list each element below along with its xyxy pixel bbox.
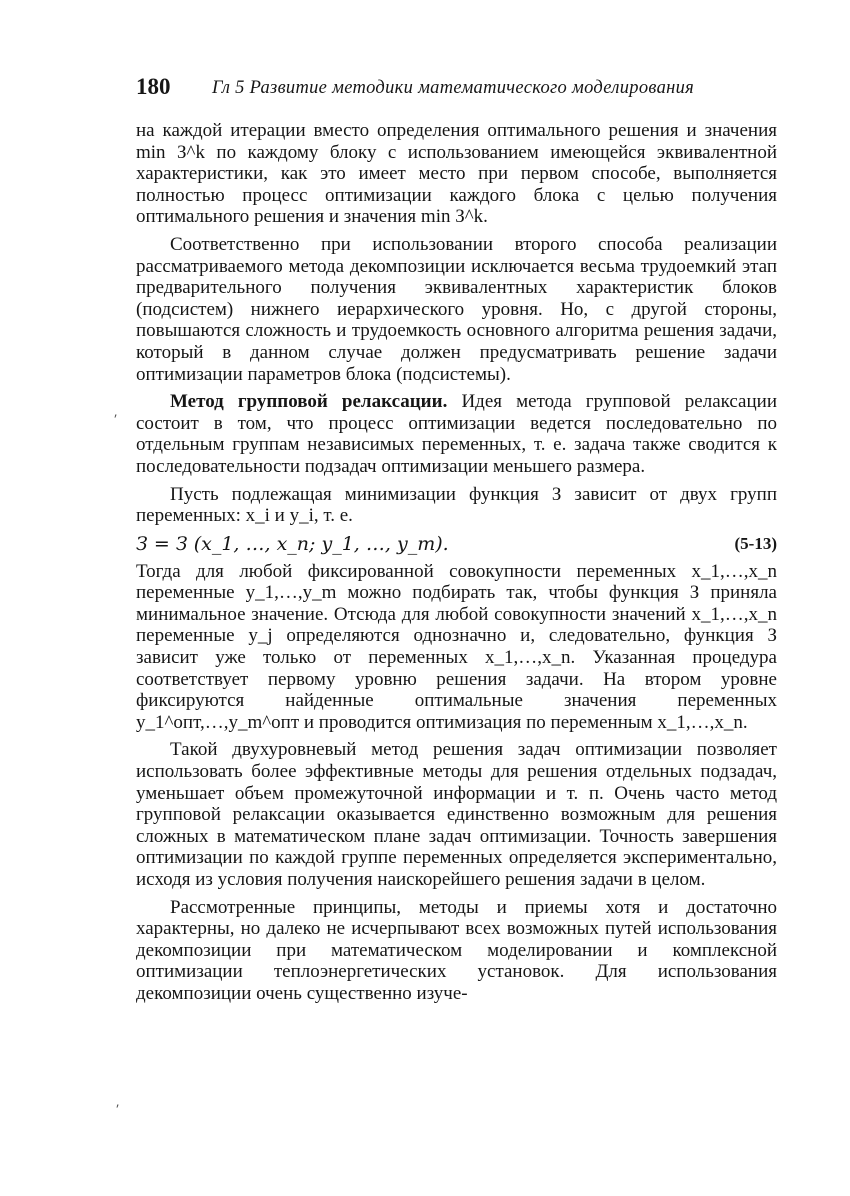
- main-text: [136, 120, 777, 1011]
- paragraph-function-definition: Пусть подлежащая минимизации функция З зависит от двух групп переменных: x_i и y_i, т. е.: [136, 483, 777, 527]
- paragraph-two-level-procedure: Тогда для любой фиксированной совокупности переменных x_1,…,x_n переменные y_1,…,y_m можно подбирать так, чтобы функция З приняла минимальное значение. Отсюда для любой совокупности значений x_1,…,x_n переменные y_j определяются однозначно и, следовательно, функция З зависит уже только от переменных x_1,…,x_n. Указанная процедура соответствует первому уровню решения задачи. На втором уровне фиксируются найденные оптимальные значения переменных y_1^опт,…,y_m^опт и проводится оптимизация по переменным x_1,…,x_n.: [136, 560, 777, 733]
- paragraph-two-level-method: Такой двухуровневый метод решения задач оптимизации позволяет использовать более эффективные методы для решения отдельных подзадач, уменьшает объем промежуточной информации и т. п. Очень часто метод групповой релаксации оказывается единственно возможным для решения сложных в математическом плане задач оптимизации. Точность завершения оптимизации по каждой группе переменных определяется экспериментально, исходя из условия получения наискорейшего решения задачи в целом.: [136, 739, 777, 890]
- paragraph-group-relaxation: [136, 391, 777, 477]
- formula-expression: З = З (x_1, …, x_n; y_1, …, y_m).: [136, 532, 449, 555]
- formula-5-13: [136, 533, 777, 557]
- section-lead-heading: Метод групповой релаксации.: [170, 391, 448, 413]
- paragraph-principles: Рассмотренные принципы, методы и приемы хотя и достаточно характерны, но далеко не исчерпывают всех возможных путей использования декомпозиции при математическом моделировании и комплексной оптимизации теплоэнергетических установок. Для использования декомпозиции очень существенно изуче-: [136, 896, 777, 1004]
- page-number: 180: [136, 74, 171, 99]
- paragraph-group-relaxation-text: Идея метода групповой релаксации состоит в том, что процесс оптимизации ведется последовательно по отдельным группам независимых переменных, т. е. задача также сводится к последовательности подзадач оптимизации меньшего размера.: [136, 391, 777, 477]
- margin-mark-icon: ⸴: [116, 1096, 120, 1111]
- page-header: [136, 74, 796, 106]
- running-title: Гл 5 Развитие методики математического моделирования: [212, 78, 695, 98]
- formula-number: (5-13): [734, 533, 777, 553]
- margin-mark-icon: ⸴: [114, 406, 118, 421]
- paragraph-continuation: на каждой итерации вместо определения оптимального решения и значения min З^k по каждому блоку с использованием имеющейся эквивалентной характеристики, как это имеет место при первом способе, выполняется полностью процесс оптимизации каждого блока с целью получения оптимального решения и значения min З^k.: [136, 120, 777, 228]
- paragraph-second-method: Соответственно при использовании второго способа реализации рассматриваемого метода декомпозиции исключается весьма трудоемкий этап предварительного получения эквивалентных характеристик блоков (подсистем) нижнего иерархического уровня. Но, с другой стороны, повышаются сложность и трудоемкость основного алгоритма решения задачи, который в данном случае должен предусматривать решение задачи оптимизации параметров блока (подсистемы).: [136, 233, 777, 385]
